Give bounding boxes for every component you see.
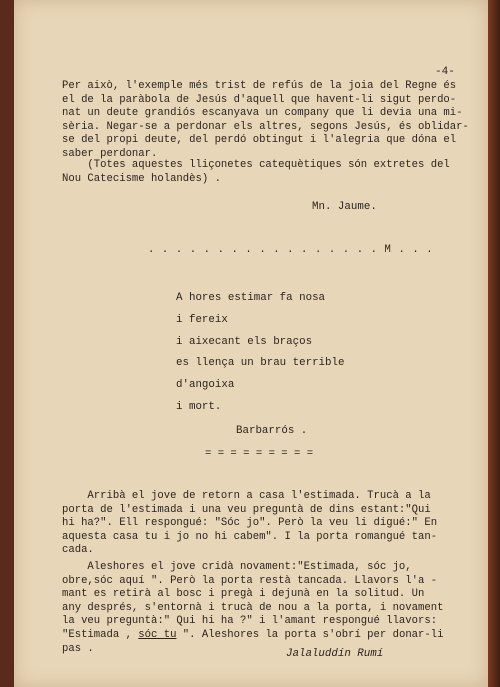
paragraph-2-line: Arribà el jove de retorn a casa l'estimada. Trucà a la	[62, 490, 431, 502]
document-page	[14, 0, 488, 687]
paragraph-1-line: Per això, l'exemple més trist de refús de la joia del Regne és	[62, 80, 457, 92]
underlined-phrase: sóc tu	[138, 629, 177, 641]
paragraph-2-line: aquesta casa tu i jo no hi cabem". I la porta romangué tan-	[62, 530, 438, 543]
last-line-suffix: ". Aleshores la porta s'obrí per donar-li	[176, 629, 444, 641]
signature-rumi: Jalaluddín Rumí	[286, 648, 384, 660]
poem-line: A hores estimar fa nosa	[176, 292, 326, 304]
paragraph-1-line: se del propi deute, del perdó obtingut i l'alegria que dóna el	[62, 134, 457, 147]
signature-mn-jaume: Mn. Jaume.	[312, 201, 377, 213]
book-edge	[488, 0, 500, 687]
note-line: Nou Catecisme holandès) .	[62, 172, 221, 185]
paragraph-3-last-line	[62, 629, 443, 643]
dotted-separator: . . . . . . . . . . . . . . . . . M . . .	[148, 244, 434, 256]
paragraph-3-line: obre,sóc aquí ". Però la porta restà tancada. Llavors l'a -	[62, 574, 438, 587]
paragraph-3-line: Aleshores el jove cridà novament:"Estimada, sóc jo,	[62, 561, 412, 573]
signature-barbarros: Barbarrós .	[236, 425, 308, 437]
paragraph-1-line: sèria. Negar-se a perdonar els altres, segons Jesús, és oblidar-	[62, 120, 469, 133]
paragraph-2-line: cada.	[62, 544, 94, 557]
equals-separator: = = = = = = = = =	[205, 448, 314, 460]
poem-line: i mort.	[176, 401, 222, 413]
paragraph-1-line: el de la paràbola de Jesús d'aquell que havent-li sigut perdo-	[62, 93, 457, 106]
last-line-prefix: "Estimada ,	[62, 629, 139, 641]
paragraph-3-final-line: pas .	[62, 642, 94, 655]
paragraph-3-line: mant es retirà al bosc i pregà i dejunà en la solitud. Un	[62, 588, 425, 601]
paragraph-1-line: nat un deute grandiós escanyava un company que li devia una mi-	[62, 107, 463, 120]
note-line: (Totes aquestes lliçonetes catequètiques són extretes del	[62, 159, 450, 171]
paragraph-3-line: any després, s'entornà i trucà de nou a la porta, i novament	[62, 601, 444, 614]
paragraph-2-line: hi ha?". Ell respongué: "Sóc jo". Però la veu li digué:" En	[62, 517, 438, 530]
paragraph-3-line: la veu preguntà:" Qui hi ha ?" i l'amant respongué llavors:	[62, 615, 438, 628]
page-number: -4-	[435, 66, 455, 78]
poem-line: i aixecant els braços	[176, 335, 313, 348]
poem-line: es llença un brau terrible	[176, 357, 345, 370]
paragraph-2-line: porta de l'estimada i una veu preguntà de dins estant:"Qui	[62, 503, 431, 516]
poem-line: d'angoixa	[176, 379, 235, 392]
paragraph-1-line: saber perdonar.	[62, 148, 158, 160]
poem-line: i fereix	[176, 313, 228, 326]
